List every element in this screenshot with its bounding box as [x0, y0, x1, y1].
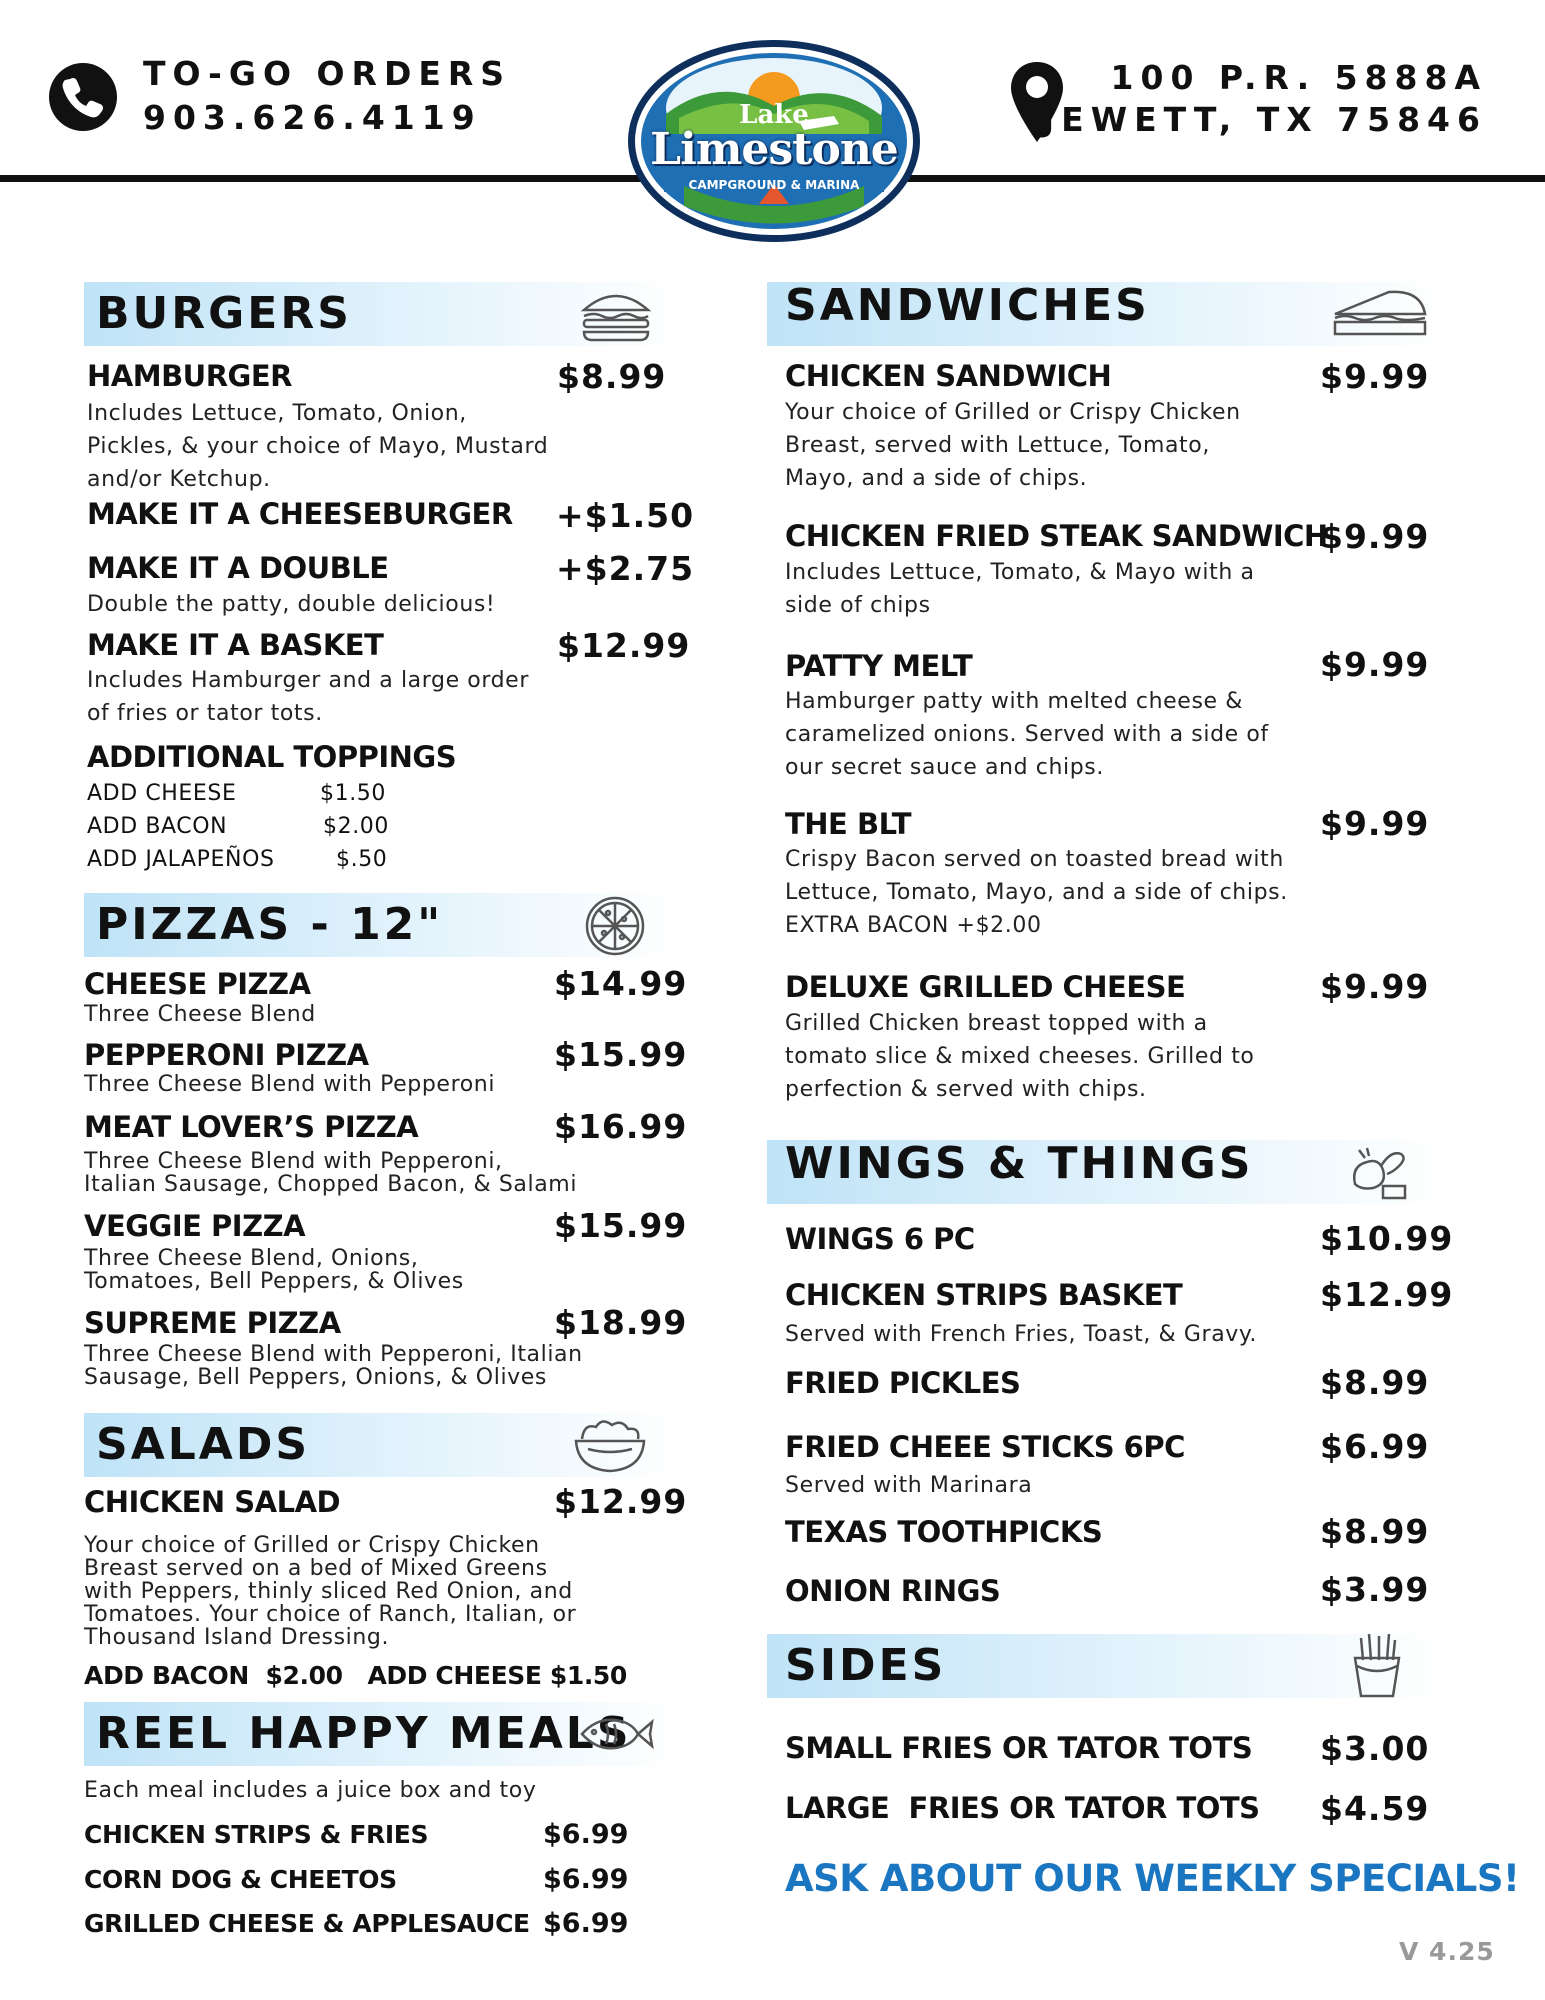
phone-number[interactable]: 903.626.4119: [143, 98, 482, 137]
logo-tagline: CAMPGROUND & MARINA: [688, 178, 860, 192]
kids-item-name: CORN DOG & CHEETOS: [84, 1865, 397, 1894]
basket-name: MAKE IT A BASKET: [87, 628, 384, 662]
pizza-desc: Three Cheese Blend: [84, 1002, 316, 1027]
hamburger-desc-line: and/or Ketchup.: [87, 467, 271, 492]
wings-name: CHICKEN STRIPS BASKET: [785, 1278, 1183, 1312]
sandwich-desc: [785, 396, 1241, 495]
basket-price: $12.99: [557, 626, 691, 665]
kids-note: Each meal includes a juice box and toy: [84, 1778, 537, 1803]
weekly-specials-callout: ASK ABOUT OUR WEEKLY SPECIALS!: [785, 1857, 1520, 1900]
sandwich-price: $9.99: [1320, 357, 1430, 396]
sandwich-desc-line: our secret sauce and chips.: [785, 755, 1104, 780]
sandwiches-header: [767, 282, 1451, 346]
wings-price: $12.99: [1320, 1275, 1454, 1314]
sandwich-name: CHICKEN FRIED STEAK SANDWICH: [785, 519, 1328, 553]
sandwich-price: $9.99: [1320, 967, 1430, 1006]
fries-icon: [1349, 1632, 1405, 1698]
sandwich-name: DELUXE GRILLED CHEESE: [785, 970, 1186, 1004]
wings-title: WINGS & THINGS: [785, 1138, 1254, 1189]
address-line1: 100 P.R. 5888A: [1110, 58, 1487, 97]
chicken-salad-desc-line: with Peppers, thinly sliced Red Onion, and: [84, 1579, 573, 1604]
pizza-name: VEGGIE PIZZA: [84, 1209, 306, 1243]
pizza-name: SUPREME PIZZA: [84, 1306, 341, 1340]
wings-name: FRIED CHEEE STICKS 6PC: [785, 1430, 1185, 1464]
wings-desc: Served with Marinara: [785, 1473, 1033, 1498]
wings-price: $8.99: [1320, 1512, 1430, 1551]
burgers-header: [84, 282, 682, 346]
cheeseburger-price: +$1.50: [556, 496, 695, 535]
pizza-price: $15.99: [554, 1206, 688, 1245]
chicken-salad-name: CHICKEN SALAD: [84, 1485, 341, 1519]
toppings-title: ADDITIONAL TOPPINGS: [87, 740, 457, 774]
pizza-desc: [84, 1150, 577, 1196]
sandwich-desc-line: Hamburger patty with melted cheese &: [785, 689, 1243, 714]
pizza-price: $15.99: [554, 1035, 688, 1074]
wings-name: WINGS 6 PC: [785, 1222, 975, 1256]
chicken-wing-icon: [1347, 1144, 1411, 1202]
sandwich-desc-line: side of chips: [785, 593, 931, 618]
pizza-icon: [584, 895, 646, 957]
topping-price: $.50: [336, 847, 388, 872]
hamburger-desc-line: Includes Lettuce, Tomato, Onion,: [87, 401, 467, 426]
kids-item-price: $6.99: [543, 1864, 629, 1895]
sandwich-price: $9.99: [1320, 517, 1430, 556]
sandwich-name: THE BLT: [785, 807, 912, 841]
wings-price: $6.99: [1320, 1427, 1430, 1466]
sandwich-icon: [1331, 288, 1429, 340]
sides-title: SIDES: [785, 1640, 947, 1691]
kids-item-price: $6.99: [543, 1908, 629, 1939]
sandwiches-title: SANDWICHES: [785, 280, 1150, 331]
logo-limestone: Limestone: [650, 124, 898, 175]
chicken-salad-desc: [84, 1534, 576, 1649]
pizza-desc: [84, 1247, 464, 1293]
sandwich-desc-line: Includes Lettuce, Tomato, & Mayo with a: [785, 560, 1255, 585]
phone-icon: [48, 62, 118, 132]
version-label: V 4.25: [1399, 1937, 1495, 1966]
pizza-desc-line: Three Cheese Blend with Pepperoni, Italian: [84, 1342, 583, 1367]
double-desc: Double the patty, double delicious!: [87, 592, 496, 617]
sandwich-desc: [785, 556, 1255, 622]
basket-desc: [87, 664, 529, 730]
basket-desc-line: of fries or tator tots.: [87, 701, 323, 726]
cheeseburger-name: MAKE IT A CHEESEBURGER: [87, 497, 513, 531]
salad-bowl-icon: [568, 1415, 652, 1475]
chicken-salad-desc-line: Your choice of Grilled or Crispy Chicken: [84, 1533, 540, 1558]
sandwich-desc-line: Your choice of Grilled or Crispy Chicken: [785, 400, 1241, 425]
pizza-price: $16.99: [554, 1107, 688, 1146]
sandwich-desc-line: Crispy Bacon served on toasted bread with: [785, 847, 1284, 872]
sides-name: LARGE FRIES OR TATOR TOTS: [785, 1791, 1260, 1825]
topping-price: $2.00: [323, 814, 389, 839]
sides-name: SMALL FRIES OR TATOR TOTS: [785, 1731, 1253, 1765]
pizza-desc-line: Three Cheese Blend with Pepperoni,: [84, 1149, 503, 1174]
sandwich-desc-line: Breast, served with Lettuce, Tomato,: [785, 433, 1210, 458]
kids-title: REEL HAPPY MEALS: [96, 1708, 632, 1759]
double-price: +$2.75: [556, 549, 695, 588]
lake-limestone-logo: [624, 36, 924, 246]
pizza-desc: [84, 1343, 583, 1389]
wings-price: $8.99: [1320, 1363, 1430, 1402]
sandwich-desc-line: caramelized onions. Served with a side of: [785, 722, 1269, 747]
salads-title: SALADS: [96, 1419, 311, 1470]
pizzas-header: [84, 893, 682, 957]
togo-label: TO-GO ORDERS: [143, 54, 512, 93]
burgers-title: BURGERS: [96, 288, 352, 339]
topping-name: ADD BACON: [87, 814, 228, 839]
double-name: MAKE IT A DOUBLE: [87, 551, 389, 585]
hamburger-desc: [87, 397, 548, 496]
sandwich-price: $9.99: [1320, 645, 1430, 684]
kids-item-name: CHICKEN STRIPS & FRIES: [84, 1820, 429, 1849]
wings-header: [767, 1140, 1451, 1204]
sandwich-desc: [785, 843, 1288, 942]
sides-price: $4.59: [1320, 1789, 1430, 1828]
chicken-salad-desc-line: Tomatoes. Your choice of Ranch, Italian, or: [84, 1602, 577, 1627]
pizza-desc-line: Sausage, Bell Peppers, Onions, & Olives: [84, 1365, 547, 1390]
kids-item-name: GRILLED CHEESE & APPLESAUCE: [84, 1909, 530, 1938]
address-line2: JEWETT, TX 75846: [1041, 100, 1487, 139]
sandwich-desc-line: perfection & served with chips.: [785, 1077, 1147, 1102]
sandwich-desc-line: Lettuce, Tomato, Mayo, and a side of chips.: [785, 880, 1288, 905]
sides-header: [767, 1634, 1451, 1698]
sandwich-price: $9.99: [1320, 804, 1430, 843]
pizza-price: $14.99: [554, 964, 688, 1003]
logo-lake: Lake: [739, 100, 809, 130]
kids-header: [84, 1702, 682, 1766]
wings-price: $10.99: [1320, 1219, 1454, 1258]
basket-desc-line: Includes Hamburger and a large order: [87, 668, 529, 693]
salad-addons: ADD BACON $2.00 ADD CHEESE $1.50: [84, 1661, 627, 1690]
topping-name: ADD CHEESE: [87, 781, 237, 806]
chicken-salad-price: $12.99: [554, 1482, 688, 1521]
sandwich-desc-line: Mayo, and a side of chips.: [785, 466, 1088, 491]
wings-name: ONION RINGS: [785, 1574, 1001, 1608]
pizzas-title: PIZZAS - 12": [96, 899, 444, 950]
pizza-desc-line: Italian Sausage, Chopped Bacon, & Salami: [84, 1172, 578, 1197]
sandwich-desc-line: Grilled Chicken breast topped with a: [785, 1011, 1208, 1036]
hamburger-name: HAMBURGER: [87, 359, 292, 393]
burger-icon: [578, 288, 654, 344]
pizza-price: $18.99: [554, 1303, 688, 1342]
chicken-salad-desc-line: Thousand Island Dressing.: [84, 1625, 390, 1650]
fish-icon: [578, 1710, 654, 1758]
kids-item-price: $6.99: [543, 1819, 629, 1850]
wings-desc: Served with French Fries, Toast, & Gravy.: [785, 1322, 1257, 1347]
sides-price: $3.00: [1320, 1729, 1430, 1768]
hamburger-price: $8.99: [557, 357, 667, 396]
hamburger-desc-line: Pickles, & your choice of Mayo, Mustard: [87, 434, 549, 459]
sandwich-desc-line: EXTRA BACON +$2.00: [785, 913, 1042, 938]
sandwich-desc: [785, 1007, 1254, 1106]
wings-name: TEXAS TOOTHPICKS: [785, 1515, 1103, 1549]
salads-header: [84, 1413, 682, 1477]
pizza-name: PEPPERONI PIZZA: [84, 1038, 369, 1072]
sandwich-name: CHICKEN SANDWICH: [785, 359, 1112, 393]
pizza-desc-line: Three Cheese Blend, Onions,: [84, 1246, 419, 1271]
wings-price: $3.99: [1320, 1570, 1430, 1609]
wings-name: FRIED PICKLES: [785, 1366, 1021, 1400]
pizza-desc: Three Cheese Blend with Pepperoni: [84, 1072, 496, 1097]
pizza-name: CHEESE PIZZA: [84, 967, 311, 1001]
sandwich-desc: [785, 685, 1269, 784]
topping-name: ADD JALAPEÑOS: [87, 847, 275, 872]
chicken-salad-desc-line: Breast served on a bed of Mixed Greens: [84, 1556, 548, 1581]
topping-price: $1.50: [320, 781, 386, 806]
sandwich-desc-line: tomato slice & mixed cheeses. Grilled to: [785, 1044, 1255, 1069]
sandwich-name: PATTY MELT: [785, 649, 973, 683]
pizza-name: MEAT LOVER’S PIZZA: [84, 1110, 419, 1144]
pizza-desc-line: Tomatoes, Bell Peppers, & Olives: [84, 1269, 464, 1294]
